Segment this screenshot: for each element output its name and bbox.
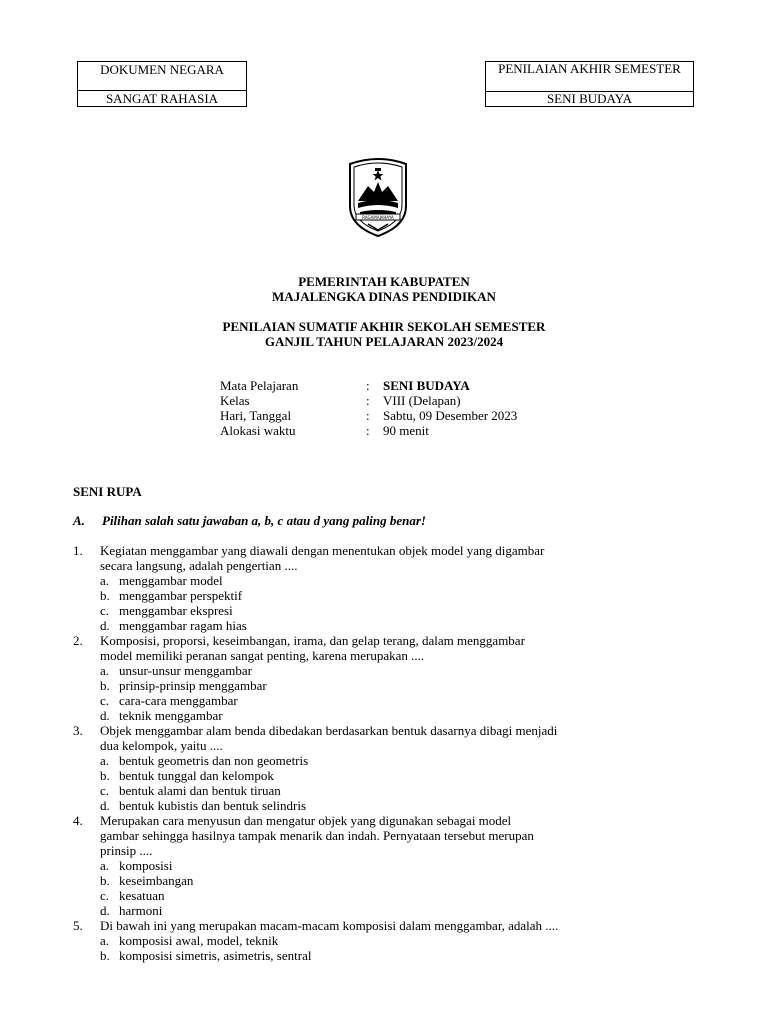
option-letter: d.: [100, 903, 110, 918]
option-text: komposisi awal, model, teknik: [119, 933, 279, 948]
option-text: teknik menggambar: [119, 708, 223, 723]
answer-option: [100, 783, 693, 798]
exam-title-line1: PENILAIAN SUMATIF AKHIR SEKOLAH SEMESTER: [222, 319, 546, 334]
option-letter: a.: [100, 858, 110, 873]
question-line: Komposisi, proporsi, keseimbangan, irama, dan gelap terang, dalam menggambar: [100, 633, 525, 648]
option-letter: a.: [100, 753, 110, 768]
option-text: bentuk geometris dan non geometris: [119, 753, 309, 768]
option-letter: c.: [100, 693, 110, 708]
info-colon: :: [366, 408, 370, 423]
option-text: komposisi simetris, asimetris, sentral: [119, 948, 312, 963]
question-text: [100, 813, 693, 858]
option-letter: d.: [100, 618, 110, 633]
question-list: [73, 543, 693, 963]
secrecy-label: SANGAT RAHASIA: [78, 90, 246, 106]
option-letter: c.: [100, 888, 110, 903]
option-letter: a.: [100, 663, 110, 678]
option-text: bentuk tunggal dan kelompok: [119, 768, 274, 783]
option-letter: a.: [100, 933, 110, 948]
option-text: prinsip-prinsip menggambar: [119, 678, 267, 693]
question-line: gambar sehingga hasilnya tampak menarik dan indah. Pernyataan tersebut merupan: [100, 828, 534, 843]
question-number: 4.: [73, 813, 83, 828]
question-number: 5.: [73, 918, 83, 933]
answer-option: [100, 753, 693, 768]
option-text: menggambar ekspresi: [119, 603, 233, 618]
question-item: [73, 723, 693, 813]
info-colon: :: [366, 423, 370, 438]
answer-option: [100, 708, 693, 723]
info-value: Sabtu, 09 Desember 2023: [383, 408, 518, 423]
option-text: bentuk alami dan bentuk tiruan: [119, 783, 281, 798]
question-item: [73, 633, 693, 723]
question-text: [100, 543, 693, 573]
answer-option: [100, 768, 693, 783]
classification-label: DOKUMEN NEGARA: [100, 62, 224, 77]
question-line: Merupakan cara menyusun dan mengatur objek yang digunakan sebagai model: [100, 813, 512, 828]
exam-type-box: [485, 61, 694, 107]
option-letter: d.: [100, 708, 110, 723]
answer-option: [100, 858, 693, 873]
info-label: Mata Pelajaran: [220, 378, 299, 393]
info-colon: :: [366, 393, 370, 408]
question-line: model memiliki peranan sangat penting, karena merupakan ....: [100, 648, 425, 663]
info-label: Hari, Tanggal: [220, 408, 292, 423]
info-label: Kelas: [220, 393, 250, 408]
answer-option: [100, 588, 693, 603]
answer-option: [100, 663, 693, 678]
option-text: harmoni: [119, 903, 163, 918]
info-label: Alokasi waktu: [220, 423, 296, 438]
option-text: komposisi: [119, 858, 173, 873]
section-title: SENI RUPA: [73, 484, 142, 499]
answer-option: [100, 693, 693, 708]
option-text: menggambar perspektif: [119, 588, 243, 603]
svg-text:RAGAMAJAHAYA: RAGAMAJAHAYA: [362, 214, 394, 220]
question-text: [100, 918, 693, 933]
exam-type-label: PENILAIAN AKHIR SEMESTER: [498, 61, 681, 76]
option-text: unsur-unsur menggambar: [119, 663, 252, 678]
option-letter: b.: [100, 678, 110, 693]
question-number: 1.: [73, 543, 83, 558]
instruction-text: Pilihan salah satu jawaban a, b, c atau d yang paling benar!: [102, 513, 426, 528]
instruction-letter: A.: [73, 513, 85, 528]
option-letter: b.: [100, 768, 110, 783]
question-item: [73, 813, 693, 918]
government-title-line2: MAJALENGKA DINAS PENDIDIKAN: [272, 289, 496, 304]
option-text: menggambar ragam hias: [119, 618, 247, 633]
answer-option: [100, 603, 693, 618]
question-item: [73, 543, 693, 633]
question-line: secara langsung, adalah pengertian ....: [100, 558, 298, 573]
info-colon: :: [366, 378, 370, 393]
option-text: cara-cara menggambar: [119, 693, 238, 708]
question-line: Objek menggambar alam benda dibedakan berdasarkan bentuk dasarnya dibagi menjadi: [100, 723, 558, 738]
answer-option: [100, 933, 693, 948]
question-line: Kegiatan menggambar yang diawali dengan menentukan objek model yang digambar: [100, 543, 545, 558]
question-item: [73, 918, 693, 963]
government-title-line1: PEMERINTAH KABUPATEN: [298, 274, 470, 289]
option-letter: d.: [100, 798, 110, 813]
question-number: 3.: [73, 723, 83, 738]
subject-box-label: SENI BUDAYA: [486, 91, 693, 106]
info-value: 90 menit: [383, 423, 429, 438]
answer-option: [100, 678, 693, 693]
option-text: kesatuan: [119, 888, 165, 903]
info-value: SENI BUDAYA: [383, 378, 470, 393]
option-text: keseimbangan: [119, 873, 194, 888]
question-number: 2.: [73, 633, 83, 648]
question-text: [100, 633, 693, 663]
instruction: [73, 513, 426, 528]
option-text: menggambar model: [119, 573, 223, 588]
option-letter: b.: [100, 873, 110, 888]
answer-option: [100, 573, 693, 588]
classification-box: [77, 61, 247, 107]
question-line: prinsip ....: [100, 843, 153, 858]
option-letter: b.: [100, 588, 110, 603]
answer-option: [100, 618, 693, 633]
info-value: VIII (Delapan): [383, 393, 461, 408]
option-letter: c.: [100, 603, 110, 618]
answer-option: [100, 948, 693, 963]
answer-option: [100, 873, 693, 888]
exam-title-line2: GANJIL TAHUN PELAJARAN 2023/2024: [264, 334, 504, 349]
answer-option: [100, 903, 693, 918]
question-line: dua kelompok, yaitu ....: [100, 738, 223, 753]
question-line: Di bawah ini yang merupakan macam-macam komposisi dalam menggambar, adalah ....: [100, 918, 559, 933]
option-letter: a.: [100, 573, 110, 588]
answer-option: [100, 798, 693, 813]
answer-option: [100, 888, 693, 903]
regency-emblem-logo: [346, 156, 410, 238]
option-text: bentuk kubistis dan bentuk selindris: [119, 798, 307, 813]
question-text: [100, 723, 693, 753]
option-letter: c.: [100, 783, 110, 798]
option-letter: b.: [100, 948, 110, 963]
